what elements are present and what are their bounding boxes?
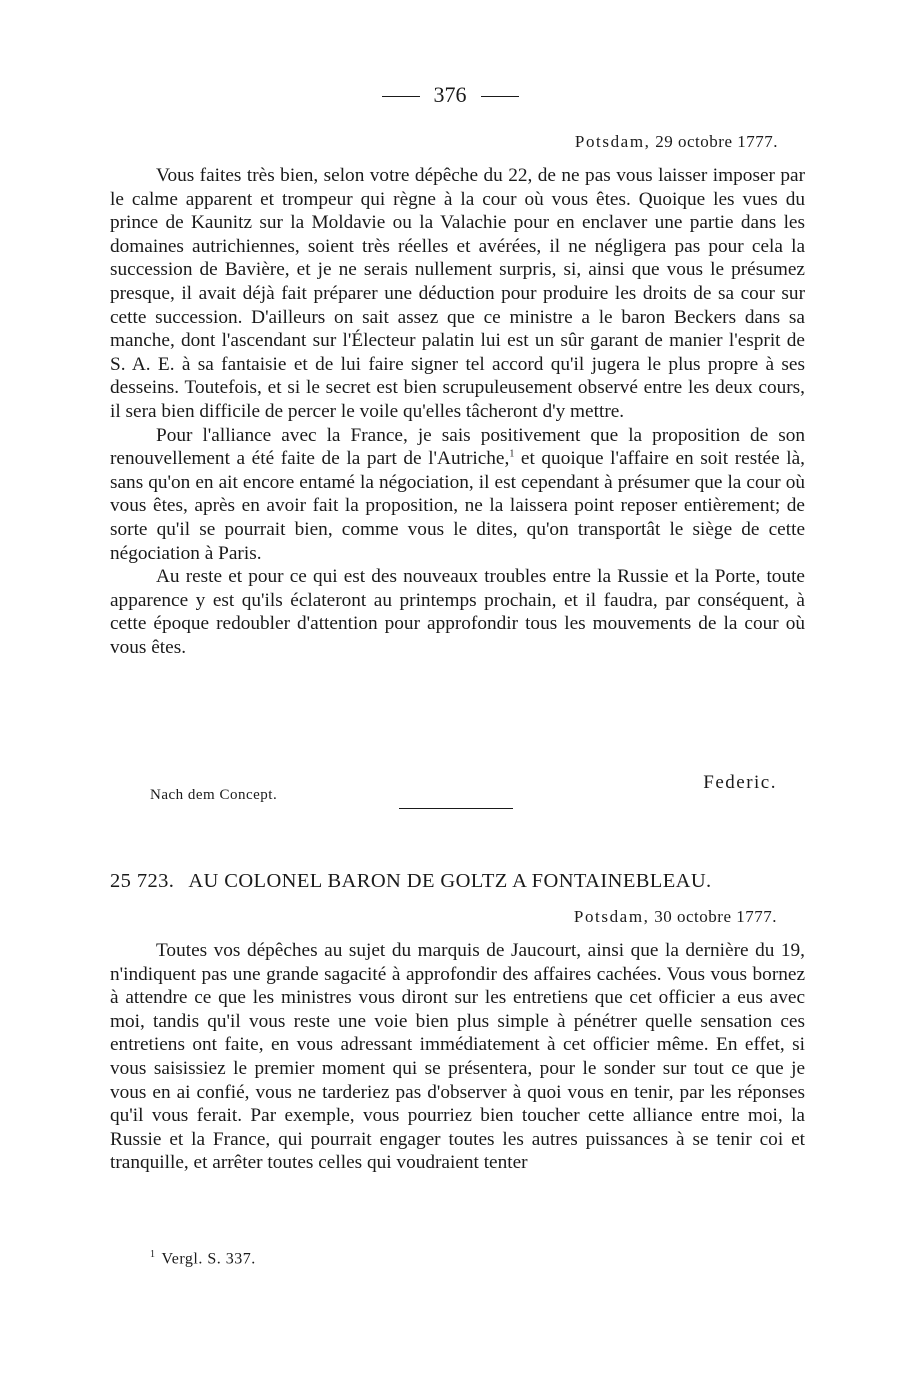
dateline-date: 30 octobre 1777. bbox=[654, 907, 777, 926]
page-number: 376 bbox=[433, 82, 467, 107]
paragraph-text: et quoique l'affaire en soit restée là, sans qu'on en ait encore entamé la négociation, il est cependant à présumer que la cour où vous êtes, après en avoir fait la proposition, ne la laissera point reposer entièrement; de sorte qu'il se pourrait bien, comme vous le dites, qu'on transportât le siège de cette négociation à Paris. bbox=[110, 448, 805, 564]
dateline-date: 29 octobre 1777. bbox=[655, 132, 778, 151]
letter-1-body bbox=[110, 164, 805, 659]
footnote-reference: 1 bbox=[509, 448, 515, 460]
header-dash-right bbox=[481, 96, 519, 97]
footnote bbox=[150, 1249, 256, 1268]
header-dash-left bbox=[382, 96, 420, 97]
paragraph-text: Pour l'alliance avec la France, je sais positivement que la proposition de son renouvellement a été faite de la part de l'Autriche, bbox=[110, 424, 805, 470]
letter-number: 25 723. bbox=[110, 870, 175, 892]
dateline-1 bbox=[575, 132, 778, 152]
signature: Federic. bbox=[703, 772, 777, 793]
letter-title: AU COLONEL BARON DE GOLTZ A FONTAINEBLEAU. bbox=[188, 870, 712, 892]
footnote-text: Vergl. S. 337. bbox=[161, 1250, 256, 1268]
section-divider bbox=[399, 808, 513, 809]
letter-2-body bbox=[110, 939, 805, 1175]
paragraph: Toutes vos dépêches au sujet du marquis de Jaucourt, ainsi que la dernière du 19, n'indiquent pas une grande sagacité à approfondir des affaires cachées. Vous vous bornez à attendre ce que les ministres vous diront sur les entretiens que cet officier a eus avec moi, tandis qu'il vous reste une voie bien plus simple à pénétrer quelle sensation ces entretiens ont faite, en vous adressant immédiatement à cet officier même. En effet, si vous saisissiez le premier moment qui se présentera, pour le sonder sur tout ce que je vous en ai confié, vous ne tarderiez pas d'observer à quoi vous en tenir, par les réponses qu'il vous ferait. Par exemple, vous pourriez bien toucher cette alliance entre moi, la Russie et la France, qui pourrait engager toutes les autres puissances à se tenir coi et tranquille, et arrêter toutes celles qui voudraient tenter bbox=[110, 940, 805, 1174]
paragraph: Au reste et pour ce qui est des nouveaux troubles entre la Russie et la Porte, toute apparence y est qu'ils éclateront au printemps prochain, et il faudra, par conséquent, à cette époque redoubler d'attention pour approfondir tous les mouvements de la cour où vous êtes. bbox=[110, 566, 805, 658]
paragraph bbox=[110, 424, 805, 566]
paragraph: Vous faites très bien, selon votre dépêche du 22, de ne pas vous laisser imposer par le calme apparent et trompeur qui règne à la cour où vous êtes. Quoique les vues du prince de Kaunitz sur la Moldavie ou la Valachie pour en enclaver une partie dans les domaines autrichiennes, soient très réelles et avérées, il ne négligera pas pour cela la succession de Bavière, et je ne serais nullement surpris, si, ainsi que vous le présumez presque, il avait déjà fait préparer une déduction pour produire les droits de sa cour sur cette succession. D'ailleurs on sait assez que ce ministre a le baron Beckers dans sa manche, dont l'ascendant sur l'Électeur palatin lui est un sûr garant de manier l'esprit de S. A. E. à sa fantaisie et de lui faire signer tel accord qu'il jugera le plus propre à ses desseins. Toutefois, et si le secret est bien scrupuleusement observé entre les deux cours, il sera bien difficile de percer le voile qu'elles tâcheront d'y mettre. bbox=[110, 165, 805, 422]
dateline-place: Potsdam, bbox=[573, 907, 650, 926]
source-note: Nach dem Concept. bbox=[150, 787, 278, 803]
footnote-marker: 1 bbox=[150, 1249, 156, 1260]
dateline-2 bbox=[574, 907, 777, 927]
dateline-place: Potsdam, bbox=[574, 132, 651, 151]
page-header bbox=[0, 82, 900, 108]
letter-heading bbox=[110, 870, 810, 893]
